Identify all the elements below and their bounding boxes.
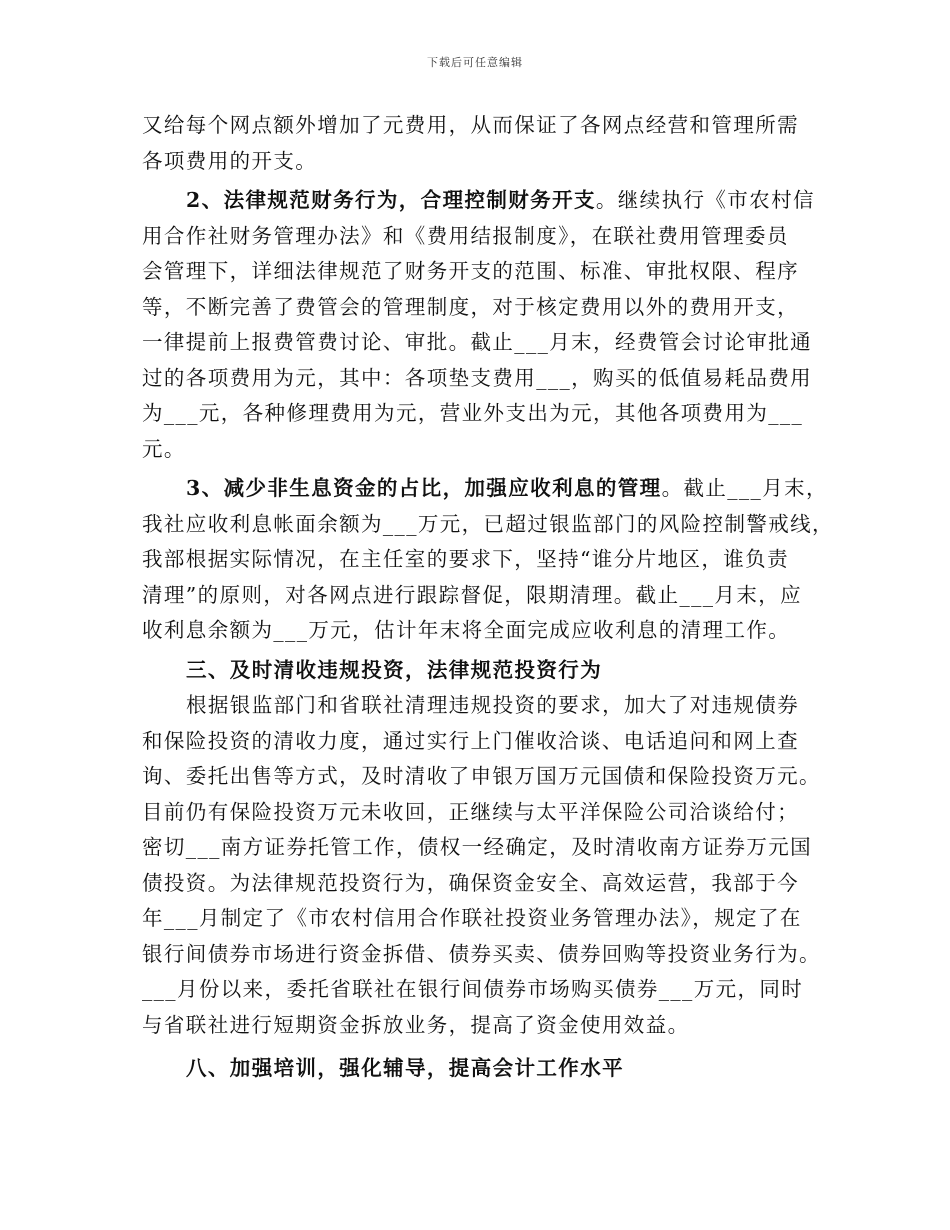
bold-heading-text: 2、法律规范财务行为，合理控制财务开支: [186, 188, 596, 212]
body-text-span: 。继续执行《市农村信: [595, 188, 815, 212]
heading-line: [142, 1051, 828, 1087]
body-text-span: 一律提前上报费管费讨论、审批。截止___月末，经费管会讨论审批通: [142, 330, 813, 354]
text-line: [142, 901, 828, 937]
body-text-span: 我部根据实际情况，在主任室的要求下，坚持“谁分片地区，谁负责: [142, 547, 789, 571]
heading-line: [142, 183, 828, 219]
text-line: [142, 361, 828, 397]
body-text-span: 等，不断完善了费管会的管理制度，对于核定费用以外的费用开支，: [142, 294, 799, 319]
bold-heading-text: 3、减少非生息资金的占比，加强应收利息的管理: [186, 476, 662, 500]
bold-heading-text: 八、加强培训，强化辅导，提高会计工作水平: [186, 1056, 624, 1080]
body-text-span: 密切___南方证券托管工作，债权一经确定，及时清收南方证券万元国: [142, 835, 813, 859]
text-line: [142, 542, 828, 578]
body-text-span: 用合作社财务管理办法》和《费用结报制度》，在联社费用管理委员: [142, 223, 789, 248]
body-text-span: 银行间债券市场进行资金拆借、债券买卖、债券回购等投资业务行为。: [142, 941, 821, 966]
body-text-span: 元。: [142, 436, 186, 461]
text-line: [142, 795, 828, 831]
body-text-span: 收利息余额为___万元，估计年末将全面完成应收利息的清理工作。: [142, 618, 791, 642]
text-line: [142, 108, 828, 144]
body-text-span: 和保险投资的清收力度，通过实行上门催收洽谈、电话追问和网上查: [142, 728, 799, 753]
body-text-span: 与省联社进行短期资金拆放业务，提高了资金使用效益。: [142, 1012, 690, 1037]
document-body: [142, 108, 834, 1087]
bold-heading-text: 三、及时清收违规投资，法律规范投资行为: [186, 657, 603, 682]
text-line: [142, 396, 828, 432]
body-text-span: 各项费用的开支。: [142, 148, 318, 173]
body-text-span: 清理”的原则，对各网点进行跟踪督促，限期清理。截止___月末，应: [142, 582, 803, 607]
body-text-span: 我社应收利息帐面余额为___万元，已超过银监部门的风险控制警戒线，: [142, 511, 834, 536]
body-text-span: 目前仍有保险投资万元未收回，正继续与太平洋保险公司洽谈给付；: [142, 799, 799, 824]
text-line: [142, 432, 828, 468]
body-text-span: 过的各项费用为元，其中：各项垫支费用___，购买的低值易耗品费用: [142, 365, 813, 390]
text-line: [142, 759, 828, 795]
body-text-span: 询、委托出售等方式，及时清收了申银万国万元国债和保险投资万元。: [142, 764, 821, 788]
text-line: [142, 688, 828, 724]
body-text-span: 债投资。为法律规范投资行为，确保资金安全、高效运营，我部于今: [142, 870, 799, 895]
body-text-span: 年___月制定了《市农村信用合作联社投资业务管理办法》，规定了在: [142, 906, 802, 930]
text-line: [142, 219, 828, 255]
body-text-span: 。截止___月末，: [661, 476, 828, 500]
text-line: [142, 937, 828, 973]
text-line: [142, 972, 828, 1008]
body-text-span: 为___元，各种修理费用为元，营业外支出为元，其他各项费用为___: [142, 401, 804, 425]
text-line: [142, 613, 828, 649]
text-line: [142, 830, 828, 866]
text-line: [142, 507, 834, 543]
text-line: [142, 1008, 828, 1044]
text-line: [142, 325, 828, 361]
text-line: [142, 290, 828, 326]
text-line: [142, 866, 828, 902]
heading-line: [142, 471, 828, 507]
body-text-span: 根据银监部门和省联社清理违规投资的要求，加大了对违规债券: [186, 693, 800, 717]
text-line: [142, 578, 828, 614]
text-line: [142, 724, 828, 760]
body-text-span: ___月份以来，委托省联社在银行间债券市场购买债券___万元，同时: [142, 977, 804, 1001]
page-header: 下载后可任意编辑: [427, 56, 523, 69]
heading-line: [142, 653, 828, 689]
text-line: [142, 144, 828, 180]
body-text-span: 会管理下，详细法律规范了财务开支的范围、标准、审批权限、程序: [142, 259, 799, 283]
body-text-span: 又给每个网点额外增加了元费用，从而保证了各网点经营和管理所需: [142, 113, 799, 137]
text-line: [142, 254, 828, 290]
